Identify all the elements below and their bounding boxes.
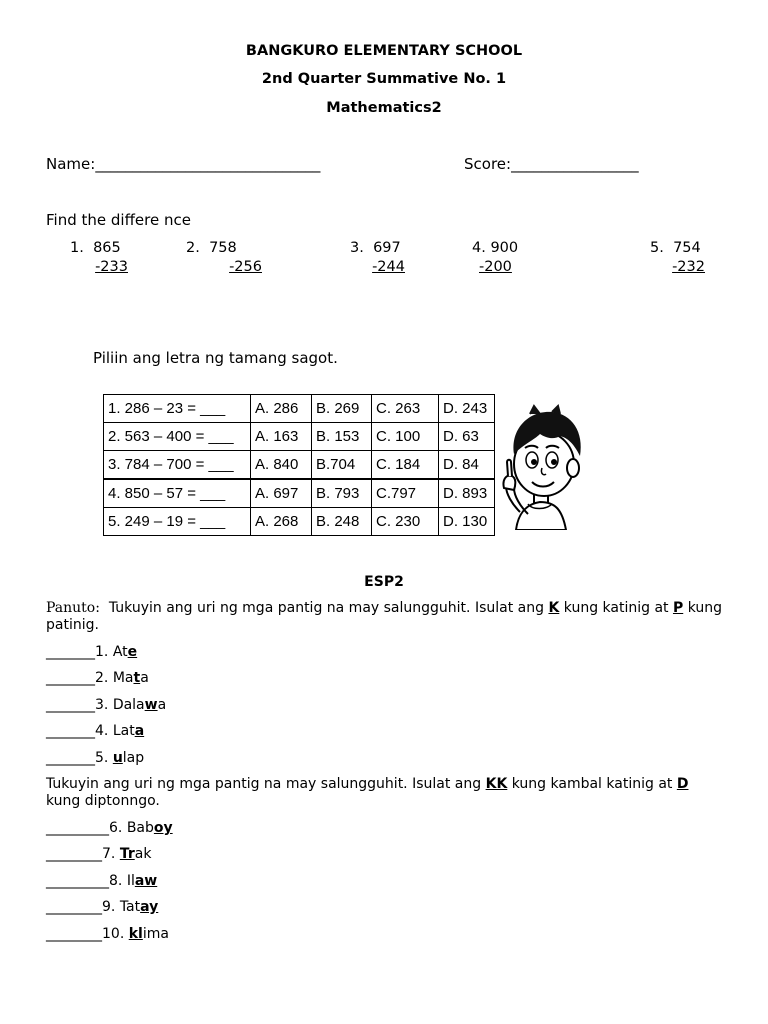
problem-number: 1. [70, 240, 84, 256]
problem-top: 754 [673, 240, 701, 256]
choice-b[interactable]: B. 153 [312, 423, 372, 451]
answer-blank[interactable]: ________ [46, 899, 102, 915]
d-letter: D [676, 776, 689, 792]
panuto-text: kung katinig at [563, 600, 669, 616]
list-item[interactable] [46, 846, 151, 862]
underlined-syllable: a [134, 723, 145, 739]
item-number: 1. [95, 644, 109, 660]
item-number: 7. [102, 846, 116, 862]
problem-bottom: -232 [672, 259, 705, 275]
item-number: 6. [109, 820, 123, 836]
problem-number: 5. [650, 240, 664, 256]
choice-d[interactable]: D. 893 [439, 479, 495, 508]
instruction-text: kung diptonngo. [46, 793, 160, 809]
choice-a[interactable]: A. 268 [251, 508, 312, 536]
problem-bottom: -256 [229, 259, 262, 275]
list-item[interactable] [46, 820, 173, 836]
word-part: Il [126, 873, 135, 889]
problem-4 [472, 239, 522, 277]
question-cell: 3. 784 – 700 = ___ [104, 451, 251, 480]
choice-c[interactable]: C. 230 [372, 508, 439, 536]
underlined-syllable: oy [153, 820, 173, 836]
choice-d[interactable]: D. 243 [439, 395, 495, 423]
problem-bottom: -233 [95, 259, 128, 275]
word-part: a [140, 670, 149, 686]
word-part: ak [134, 846, 152, 862]
underlined-syllable: t [133, 670, 141, 686]
score-label: Score: [464, 155, 512, 173]
problem-1 [70, 239, 128, 277]
choice-b[interactable]: B. 793 [312, 479, 372, 508]
problem-number: 3. [350, 240, 364, 256]
answer-blank[interactable]: _______ [46, 723, 95, 739]
problem-number: 2. [186, 240, 200, 256]
answer-blank[interactable]: _________ [46, 820, 109, 836]
panuto-text: Tukuyin ang uri ng mga pantig na may salungguhit. Isulat ang [108, 600, 544, 616]
list-item[interactable] [46, 926, 169, 942]
underlined-syllable: kl [128, 926, 143, 942]
list-item[interactable] [46, 644, 137, 660]
item-number: 9. [102, 899, 116, 915]
problem-top: 697 [373, 240, 401, 256]
answer-blank[interactable]: _______ [46, 750, 95, 766]
word-part: lap [122, 750, 145, 766]
item-number: 2. [95, 670, 109, 686]
answer-blank[interactable]: ________ [46, 926, 102, 942]
list-item[interactable] [46, 670, 149, 686]
instruction-text: Tukuyin ang uri ng mga pantig na may salungguhit. Isulat ang [46, 776, 482, 792]
multiple-choice-table [103, 394, 495, 536]
question-cell: 2. 563 – 400 = ___ [104, 423, 251, 451]
item-number: 3. [95, 697, 109, 713]
choice-c[interactable]: C. 100 [372, 423, 439, 451]
name-label: Name: [46, 155, 96, 173]
table-row [104, 395, 495, 423]
question-cell: 1. 286 – 23 = ___ [104, 395, 251, 423]
table-row [104, 451, 495, 480]
choice-c[interactable]: C. 263 [372, 395, 439, 423]
underlined-syllable: Tr [119, 846, 135, 862]
underlined-syllable: w [144, 697, 158, 713]
problem-5 [650, 239, 705, 277]
problem-bottom: -244 [372, 259, 405, 275]
choice-a[interactable]: A. 163 [251, 423, 312, 451]
panuto-instruction [46, 600, 726, 634]
choice-d[interactable]: D. 63 [439, 423, 495, 451]
word-part: ima [142, 926, 169, 942]
list-item[interactable] [46, 899, 158, 915]
choice-a[interactable]: A. 840 [251, 451, 312, 480]
underlined-syllable: ay [140, 899, 159, 915]
score-blank: _________________ [511, 155, 639, 173]
problem-2 [186, 239, 262, 277]
item-number: 4. [95, 723, 109, 739]
school-name: BANGKURO ELEMENTARY SCHOOL [245, 43, 523, 59]
instruction-text: kung kambal katinig at [511, 776, 673, 792]
choice-c[interactable]: C. 184 [372, 451, 439, 480]
problem-number: 4. [472, 240, 486, 256]
esp-title: ESP2 [364, 574, 404, 590]
choose-instruction: Piliin ang letra ng tamang sagot. [93, 349, 338, 367]
choice-b[interactable]: B. 248 [312, 508, 372, 536]
word-part: Ma [112, 670, 134, 686]
question-cell: 4. 850 – 57 = ___ [104, 479, 251, 508]
choice-c[interactable]: C.797 [372, 479, 439, 508]
answer-blank[interactable]: _______ [46, 697, 95, 713]
k-letter: K [548, 600, 560, 616]
underlined-syllable: e [127, 644, 138, 660]
math-instruction: Find the differe nce [46, 211, 191, 229]
panuto-label: Panuto: [46, 600, 100, 616]
problem-top: 865 [93, 240, 121, 256]
problem-top: 758 [209, 240, 237, 256]
word-part: At [112, 644, 128, 660]
answer-blank[interactable]: _______ [46, 644, 95, 660]
score-field[interactable] [464, 155, 639, 173]
list-item[interactable] [46, 873, 157, 889]
table-row [104, 508, 495, 536]
underlined-syllable: u [112, 750, 123, 766]
choice-b[interactable]: B.704 [312, 451, 372, 480]
word-part: Tat [119, 899, 141, 915]
name-blank: ______________________________ [95, 155, 321, 173]
choice-a[interactable]: A. 697 [251, 479, 312, 508]
item-number: 10. [102, 926, 125, 942]
exam-title: 2nd Quarter Summative No. 1 [261, 71, 507, 87]
answer-blank[interactable]: ________ [46, 846, 102, 862]
panuto-text: kung patinig. [46, 600, 722, 633]
word-part: Lat [112, 723, 135, 739]
item-number: 5. [95, 750, 109, 766]
table-row [104, 423, 495, 451]
p-letter: P [672, 600, 684, 616]
underlined-syllable: aw [134, 873, 158, 889]
choice-d[interactable]: D. 130 [439, 508, 495, 536]
cartoon-boy-illustration [494, 404, 586, 530]
question-cell: 5. 249 – 19 = ___ [104, 508, 251, 536]
choice-a[interactable]: A. 286 [251, 395, 312, 423]
word-part: Bab [126, 820, 154, 836]
list-item[interactable] [46, 697, 166, 713]
choice-d[interactable]: D. 84 [439, 451, 495, 480]
answer-blank[interactable]: _________ [46, 873, 109, 889]
list-item[interactable] [46, 750, 144, 766]
table-row [104, 479, 495, 508]
subject-title: Mathematics2 [326, 100, 442, 116]
problem-bottom: -200 [479, 259, 512, 275]
answer-blank[interactable]: _______ [46, 670, 95, 686]
item-number: 8. [109, 873, 123, 889]
choice-b[interactable]: B. 269 [312, 395, 372, 423]
list-item[interactable] [46, 723, 144, 739]
kk-letters: KK [485, 776, 508, 792]
word-part: a [157, 697, 167, 713]
problem-3 [350, 239, 405, 277]
second-instruction [46, 776, 726, 810]
word-part: Dala [112, 697, 145, 713]
name-field[interactable] [46, 155, 320, 173]
problem-top: 900 [490, 240, 519, 256]
